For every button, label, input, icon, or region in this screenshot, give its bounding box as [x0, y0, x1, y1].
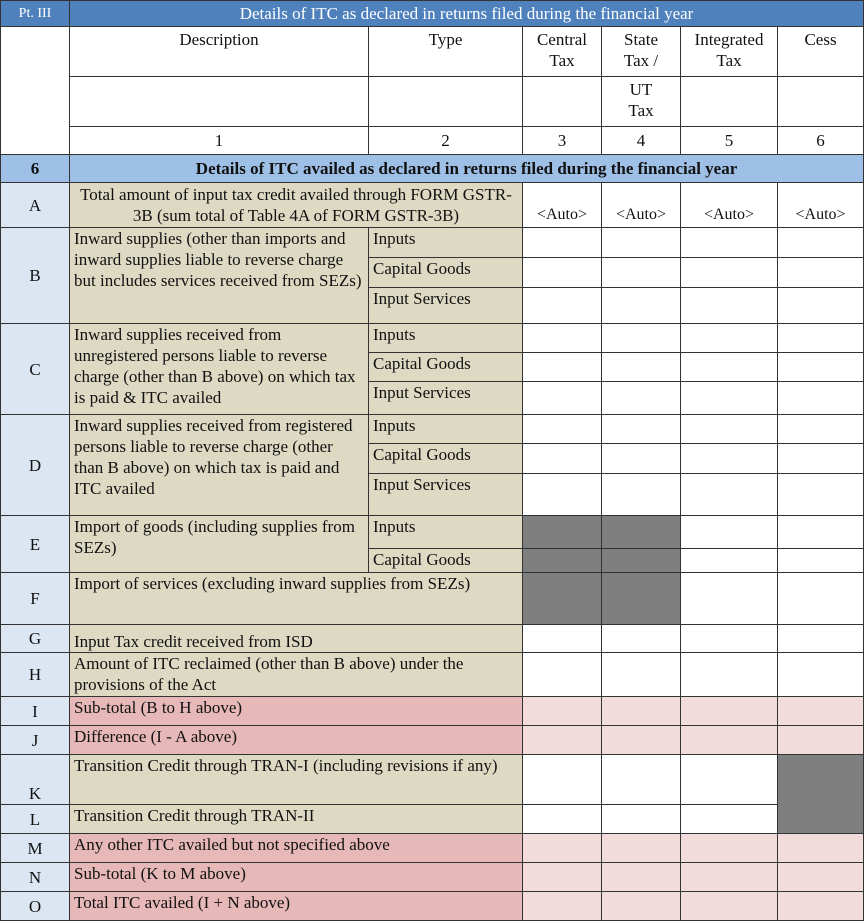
col-number: 4 [602, 127, 681, 155]
value-cell[interactable] [681, 573, 778, 625]
col-state-line1: State [624, 30, 658, 49]
col-state-ut [602, 77, 681, 127]
type-input-services: Input Services [369, 288, 523, 324]
row-description: Import of goods (including supplies from SEZs) [70, 516, 369, 573]
row-letter: D [1, 415, 70, 516]
subtotal-cell [523, 697, 602, 726]
value-cell[interactable] [602, 474, 681, 516]
type-inputs: Inputs [369, 415, 523, 444]
value-cell[interactable] [778, 474, 864, 516]
type-capital-goods: Capital Goods [369, 353, 523, 382]
col-number: 5 [681, 127, 778, 155]
row-description: Total ITC availed (I + N above) [70, 892, 523, 921]
value-cell[interactable] [602, 415, 681, 444]
subtotal-cell [778, 892, 864, 921]
value-cell[interactable] [602, 805, 681, 834]
col-integrated-line2: Tax [716, 51, 742, 70]
column-header-row-2 [1, 77, 864, 127]
value-cell[interactable] [778, 228, 864, 258]
row-letter: H [1, 653, 70, 697]
col-integrated-line1: Integrated [694, 30, 764, 49]
subtotal-cell [778, 697, 864, 726]
value-cell[interactable] [778, 653, 864, 697]
value-cell[interactable] [778, 444, 864, 474]
value-cell[interactable] [778, 415, 864, 444]
row-description: Import of services (excluding inward supplies from SEZs) [70, 573, 523, 625]
table-row [1, 183, 864, 228]
col-central-line2: Tax [549, 51, 575, 70]
subtotal-cell [523, 834, 602, 863]
row-letter: J [1, 726, 70, 755]
subtotal-cell [681, 726, 778, 755]
type-capital-goods: Capital Goods [369, 549, 523, 573]
value-cell[interactable] [523, 415, 602, 444]
col-number: 3 [523, 127, 602, 155]
row-letter: E [1, 516, 70, 573]
value-cell[interactable] [523, 474, 602, 516]
subtotal-cell [602, 892, 681, 921]
type-capital-goods: Capital Goods [369, 444, 523, 474]
value-cell[interactable] [778, 353, 864, 382]
row-description: Inward supplies received from registered persons liable to reverse charge (other than B above) on which tax is paid and ITC availed [70, 415, 369, 516]
value-cell[interactable] [778, 516, 864, 549]
section-title: Details of ITC availed as declared in returns filed during the financial year [70, 155, 864, 183]
row-description: Transition Credit through TRAN-I (including revisions if any) [70, 755, 523, 805]
disabled-cell [602, 573, 681, 625]
row-description: Sub-total (K to M above) [70, 863, 523, 892]
col-central-tax [523, 27, 602, 77]
table-row [1, 228, 864, 258]
col-integrated-tax [681, 27, 778, 77]
value-cell[interactable] [602, 444, 681, 474]
value-cell[interactable] [602, 324, 681, 353]
table-row [1, 726, 864, 755]
row-description: Difference (I - A above) [70, 726, 523, 755]
value-cell[interactable] [523, 444, 602, 474]
table-row [1, 863, 864, 892]
value-cell[interactable] [681, 382, 778, 415]
col-state-line3: UT [629, 80, 653, 99]
part-header-row [1, 1, 864, 27]
table-row [1, 755, 864, 805]
row-letter: M [1, 834, 70, 863]
row-description: Total amount of input tax credit availed through FORM GSTR-3B (sum total of Table 4A of FORM GSTR-3B) [70, 183, 523, 228]
value-cell[interactable] [523, 288, 602, 324]
value-cell[interactable] [602, 353, 681, 382]
value-cell[interactable] [681, 549, 778, 573]
auto-value: <Auto> [602, 183, 681, 228]
header-blank-cell [1, 27, 70, 155]
auto-value: <Auto> [523, 183, 602, 228]
value-cell[interactable] [681, 474, 778, 516]
value-cell[interactable] [523, 228, 602, 258]
table-row [1, 324, 864, 353]
value-cell[interactable] [681, 625, 778, 653]
disabled-cell [778, 755, 864, 834]
value-cell[interactable] [602, 653, 681, 697]
row-letter: C [1, 324, 70, 415]
disabled-cell [602, 549, 681, 573]
col-number: 6 [778, 127, 864, 155]
type-input-services: Input Services [369, 474, 523, 516]
table-row [1, 805, 864, 834]
type-capital-goods: Capital Goods [369, 258, 523, 288]
subtotal-cell [602, 697, 681, 726]
table-row [1, 892, 864, 921]
disabled-cell [523, 516, 602, 549]
table-row [1, 625, 864, 653]
value-cell[interactable] [778, 324, 864, 353]
value-cell[interactable] [523, 805, 602, 834]
value-cell[interactable] [602, 755, 681, 805]
disabled-cell [523, 573, 602, 625]
value-cell[interactable] [681, 805, 778, 834]
row-description: Transition Credit through TRAN-II [70, 805, 523, 834]
subtotal-cell [602, 834, 681, 863]
row-description: Input Tax credit received from ISD [70, 625, 523, 653]
value-cell[interactable] [778, 382, 864, 415]
value-cell[interactable] [681, 324, 778, 353]
subtotal-cell [523, 726, 602, 755]
col-central-line1: Central [536, 30, 588, 49]
col-cess: Cess [778, 27, 864, 77]
value-cell[interactable] [778, 549, 864, 573]
col-number: 2 [369, 127, 523, 155]
type-input-services: Input Services [369, 382, 523, 415]
row-description: Any other ITC availed but not specified above [70, 834, 523, 863]
disabled-cell [602, 516, 681, 549]
type-inputs: Inputs [369, 228, 523, 258]
value-cell[interactable] [681, 415, 778, 444]
subtotal-cell [681, 863, 778, 892]
column-header-row [1, 27, 864, 77]
part-label: Pt. III [1, 1, 70, 27]
value-cell[interactable] [602, 382, 681, 415]
table-row [1, 653, 864, 697]
subtotal-cell [778, 834, 864, 863]
subtotal-cell [602, 726, 681, 755]
value-cell[interactable] [523, 258, 602, 288]
auto-value: <Auto> [681, 183, 778, 228]
subtotal-cell [778, 863, 864, 892]
row-letter: F [1, 573, 70, 625]
value-cell[interactable] [523, 382, 602, 415]
row-letter: O [1, 892, 70, 921]
row-description: Amount of ITC reclaimed (other than B above) under the provisions of the Act [70, 653, 523, 697]
value-cell[interactable] [523, 324, 602, 353]
value-cell[interactable] [602, 258, 681, 288]
auto-value: <Auto> [778, 183, 864, 228]
value-cell[interactable] [778, 288, 864, 324]
table-row [1, 834, 864, 863]
value-cell[interactable] [523, 353, 602, 382]
subtotal-cell [681, 834, 778, 863]
value-cell[interactable] [681, 444, 778, 474]
value-cell[interactable] [523, 653, 602, 697]
table-row [1, 415, 864, 444]
row-letter: K [1, 755, 70, 805]
section-number: 6 [1, 155, 70, 183]
row-letter: B [1, 228, 70, 324]
table-row [1, 697, 864, 726]
subtotal-cell [778, 726, 864, 755]
section-header-row [1, 155, 864, 183]
value-cell[interactable] [602, 625, 681, 653]
row-letter: N [1, 863, 70, 892]
row-description: Sub-total (B to H above) [70, 697, 523, 726]
value-cell[interactable] [681, 755, 778, 805]
row-letter: A [1, 183, 70, 228]
subtotal-cell [602, 863, 681, 892]
type-inputs: Inputs [369, 324, 523, 353]
row-letter: I [1, 697, 70, 726]
value-cell[interactable] [681, 653, 778, 697]
type-inputs: Inputs [369, 516, 523, 549]
subtotal-cell [681, 892, 778, 921]
value-cell[interactable] [778, 573, 864, 625]
value-cell[interactable] [681, 516, 778, 549]
table-row [1, 573, 864, 625]
col-type: Type [369, 27, 523, 77]
value-cell[interactable] [602, 288, 681, 324]
col-description: Description [70, 27, 369, 77]
column-number-row [1, 127, 864, 155]
subtotal-cell [523, 863, 602, 892]
row-letter: L [1, 805, 70, 834]
table-row [1, 516, 864, 549]
value-cell[interactable] [602, 228, 681, 258]
value-cell[interactable] [681, 353, 778, 382]
row-description: Inward supplies (other than imports and inward supplies liable to reverse charge but includes services received from SEZs) [70, 228, 369, 324]
value-cell[interactable] [681, 288, 778, 324]
value-cell[interactable] [523, 755, 602, 805]
col-state-line4: Tax [628, 101, 654, 120]
subtotal-cell [681, 697, 778, 726]
value-cell[interactable] [681, 258, 778, 288]
value-cell[interactable] [778, 625, 864, 653]
row-letter: G [1, 625, 70, 653]
value-cell[interactable] [681, 228, 778, 258]
subtotal-cell [523, 892, 602, 921]
row-description: Inward supplies received from unregistered persons liable to reverse charge (other than B above) on which tax is paid & ITC availed [70, 324, 369, 415]
value-cell[interactable] [778, 258, 864, 288]
disabled-cell [523, 549, 602, 573]
col-state-tax [602, 27, 681, 77]
value-cell[interactable] [523, 625, 602, 653]
col-state-line2: Tax / [623, 51, 659, 70]
part-title: Details of ITC as declared in returns filed during the financial year [70, 1, 864, 27]
col-number: 1 [70, 127, 369, 155]
